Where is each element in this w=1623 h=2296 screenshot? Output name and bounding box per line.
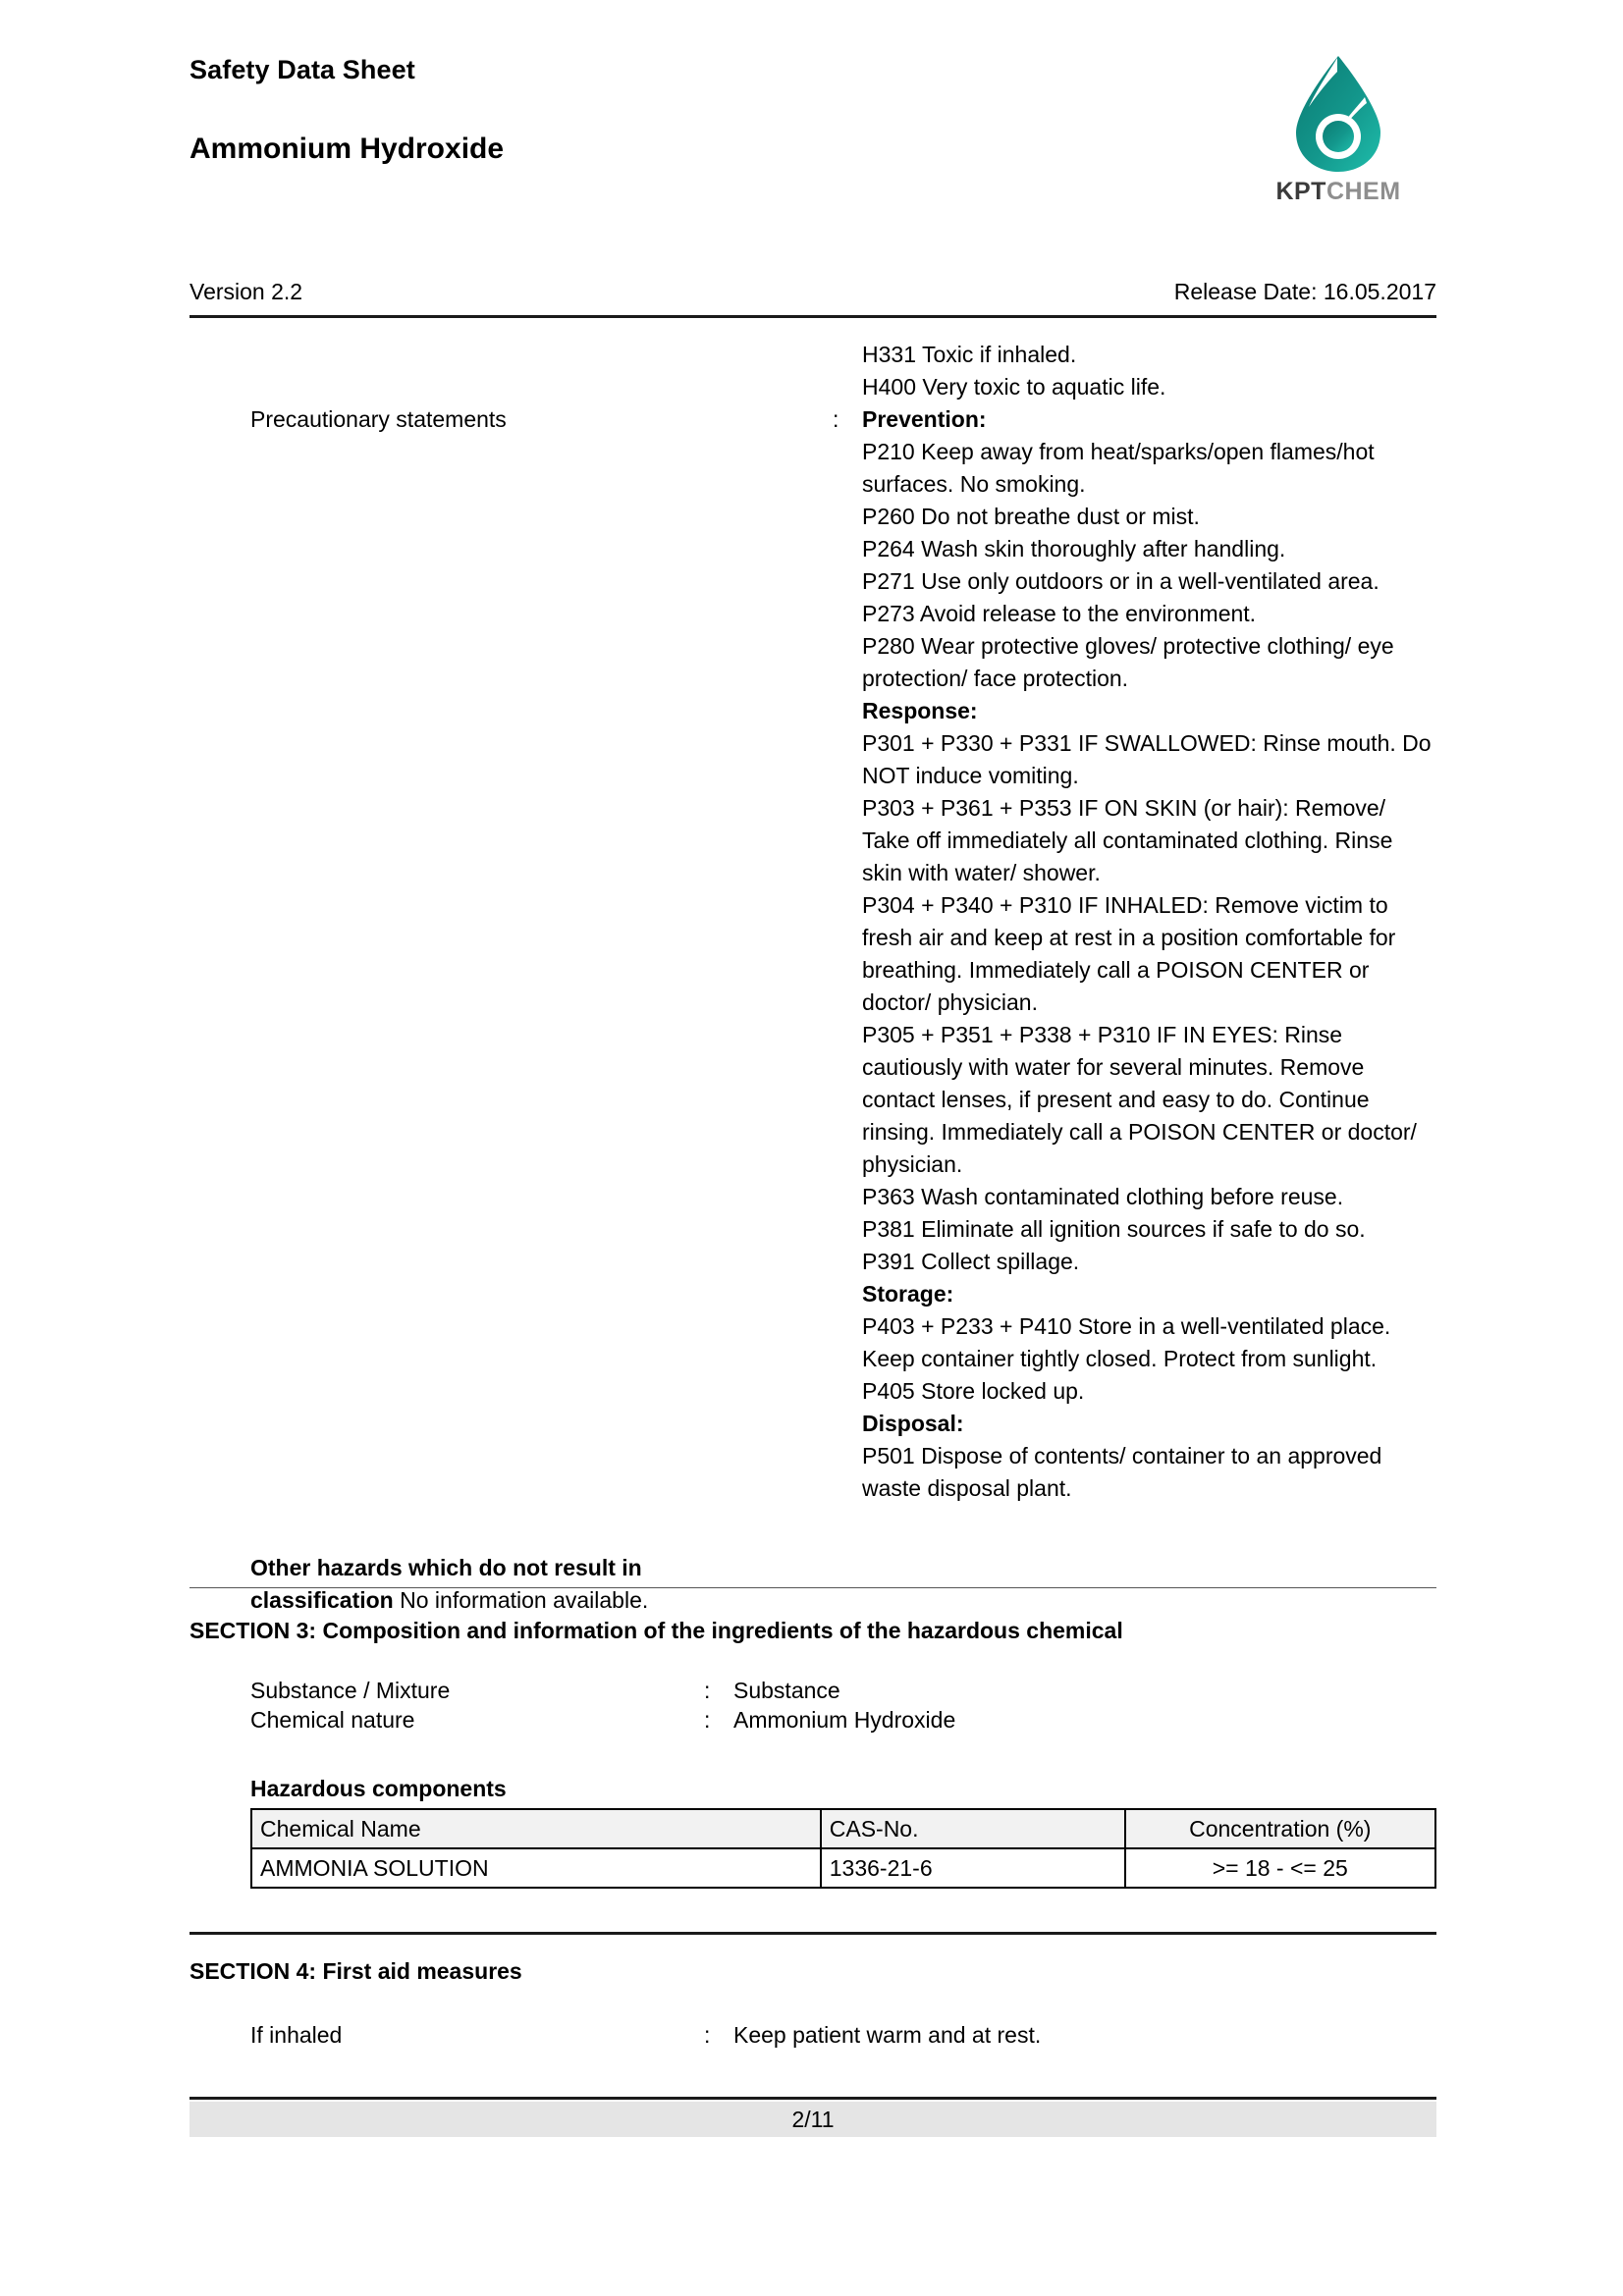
- hazardous-components-caption: Hazardous components: [250, 1776, 507, 1801]
- footer-divider: [189, 2097, 1436, 2100]
- response-line: P301 + P330 + P331 IF SWALLOWED: Rinse mouth. Do NOT induce vomiting.: [862, 730, 1432, 788]
- response-line: P381 Eliminate all ignition sources if safe to do so.: [862, 1216, 1366, 1242]
- document-meta: [189, 278, 1436, 306]
- company-logo: [1240, 50, 1436, 227]
- precautionary-colon: :: [833, 406, 839, 432]
- prevention-heading: Prevention:: [862, 406, 987, 432]
- column-header-chemical-name: Chemical Name: [251, 1809, 821, 1848]
- precautionary-statements-label: Precautionary statements: [250, 406, 507, 432]
- if-inhaled-label: If inhaled: [250, 2022, 343, 2048]
- substance-mixture-value: Substance: [733, 1678, 840, 1703]
- hazard-line: H331 Toxic if inhaled.: [862, 342, 1077, 367]
- prevention-line: P260 Do not breathe dust or mist.: [862, 504, 1200, 529]
- chemical-nature-colon: :: [704, 1707, 711, 1733]
- disposal-heading: Disposal:: [862, 1411, 964, 1436]
- substance-mixture-colon: :: [704, 1678, 711, 1703]
- chemical-nature-value: Ammonium Hydroxide: [733, 1707, 956, 1733]
- other-hazards-label-strong2: classification: [250, 1587, 394, 1613]
- other-hazards-label-strong1: Other hazards which do not result in: [250, 1555, 642, 1580]
- if-inhaled-colon: :: [704, 2022, 711, 2048]
- footer: [189, 2102, 1436, 2137]
- release-date-label: Release Date: 16.05.2017: [1173, 279, 1436, 304]
- table-row: [250, 1676, 1436, 1705]
- prevention-line: P210 Keep away from heat/sparks/open flames/hot surfaces. No smoking.: [862, 439, 1375, 497]
- section4-heading: SECTION 4: First aid measures: [189, 1958, 522, 1984]
- storage-heading: Storage:: [862, 1281, 954, 1307]
- response-line: P391 Collect spillage.: [862, 1249, 1080, 1274]
- cell-chemical-name: AMMONIA SOLUTION: [251, 1848, 821, 1888]
- document-kicker: Safety Data Sheet: [189, 55, 415, 84]
- table-row: [250, 2020, 1436, 2050]
- column-header-concentration: Concentration (%): [1125, 1809, 1435, 1848]
- version-label: Version 2.2: [189, 279, 303, 304]
- other-hazards-label-line1: [250, 1552, 1134, 1584]
- response-line: P305 + P351 + P338 + P310 IF IN EYES: Rinse cautiously with water for several minutes. Remove contact lenses, if present and easy to do. Continue rinsing. Immediately call a POISON CENTER or doctor/ physician.: [862, 1022, 1417, 1177]
- column-header-cas-no: CAS-No.: [821, 1809, 1125, 1848]
- section3-rows: [250, 1676, 1436, 1735]
- other-hazards-label-line2: [250, 1584, 1134, 1617]
- storage-line: P403 + P233 + P410 Store in a well-ventilated place. Keep container tightly closed. Protect from sunlight.: [862, 1313, 1391, 1371]
- droplet-logo-icon: [1280, 50, 1396, 176]
- cell-concentration: >= 18 - <= 25: [1125, 1848, 1435, 1888]
- logo-word-chem: CHEM: [1325, 178, 1401, 205]
- response-line: P363 Wash contaminated clothing before reuse.: [862, 1184, 1344, 1209]
- precautionary-statements-value: [862, 339, 1436, 1505]
- section3-heading: SECTION 3: Composition and information of the ingredients of the hazardous chemical: [189, 1618, 1123, 1643]
- chemical-nature-label: Chemical nature: [250, 1707, 415, 1733]
- logo-word-kpt: KPT: [1275, 178, 1326, 205]
- prevention-line: P264 Wash skin thoroughly after handling.: [862, 536, 1286, 561]
- page-title: Ammonium Hydroxide: [189, 133, 505, 166]
- table-header-row: [251, 1809, 1435, 1848]
- response-line: P303 + P361 + P353 IF ON SKIN (or hair): Remove/ Take off immediately all contaminated clothing. Rinse skin with water/ shower.: [862, 795, 1393, 885]
- prevention-line: P273 Avoid release to the environment.: [862, 601, 1257, 626]
- other-hazards-value: No information available.: [400, 1587, 649, 1613]
- other-hazards-block: [250, 1552, 1134, 1617]
- document-body: [189, 339, 1436, 1617]
- storage-line: P405 Store locked up.: [862, 1378, 1085, 1404]
- prevention-line: P271 Use only outdoors or in a well-ventilated area.: [862, 568, 1380, 594]
- hazardous-components-table: [250, 1808, 1436, 1889]
- disposal-line: P501 Dispose of contents/ container to an approved waste disposal plant.: [862, 1443, 1382, 1501]
- section4-divider: [189, 1932, 1436, 1935]
- table-row: [251, 1848, 1435, 1888]
- if-inhaled-value: Keep patient warm and at rest.: [733, 2022, 1042, 2048]
- document-header: [189, 54, 1436, 280]
- prevention-line: P280 Wear protective gloves/ protective clothing/ eye protection/ face protection.: [862, 633, 1394, 691]
- section3-divider: [189, 1587, 1436, 1588]
- section4-rows: [250, 2020, 1436, 2050]
- cell-cas-no: 1336-21-6: [821, 1848, 1125, 1888]
- response-heading: Response:: [862, 698, 978, 723]
- section4-block: [189, 1958, 1436, 2050]
- section3-block: [189, 1618, 1436, 1889]
- page-number: 2/11: [791, 2107, 835, 2132]
- table-body: [251, 1848, 1435, 1888]
- substance-mixture-label: Substance / Mixture: [250, 1678, 451, 1703]
- table-header: [251, 1809, 1435, 1848]
- hazard-line: H400 Very toxic to aquatic life.: [862, 374, 1166, 400]
- response-line: P304 + P340 + P310 IF INHALED: Remove victim to fresh air and keep at rest in a position comfortable for breathing. Immediately call a POISON CENTER or doctor/ physician.: [862, 892, 1396, 1015]
- logo-wordmark: [1240, 180, 1436, 204]
- table-row: [250, 1705, 1436, 1735]
- precautionary-statements-block: [189, 339, 1436, 1505]
- header-divider: [189, 315, 1436, 318]
